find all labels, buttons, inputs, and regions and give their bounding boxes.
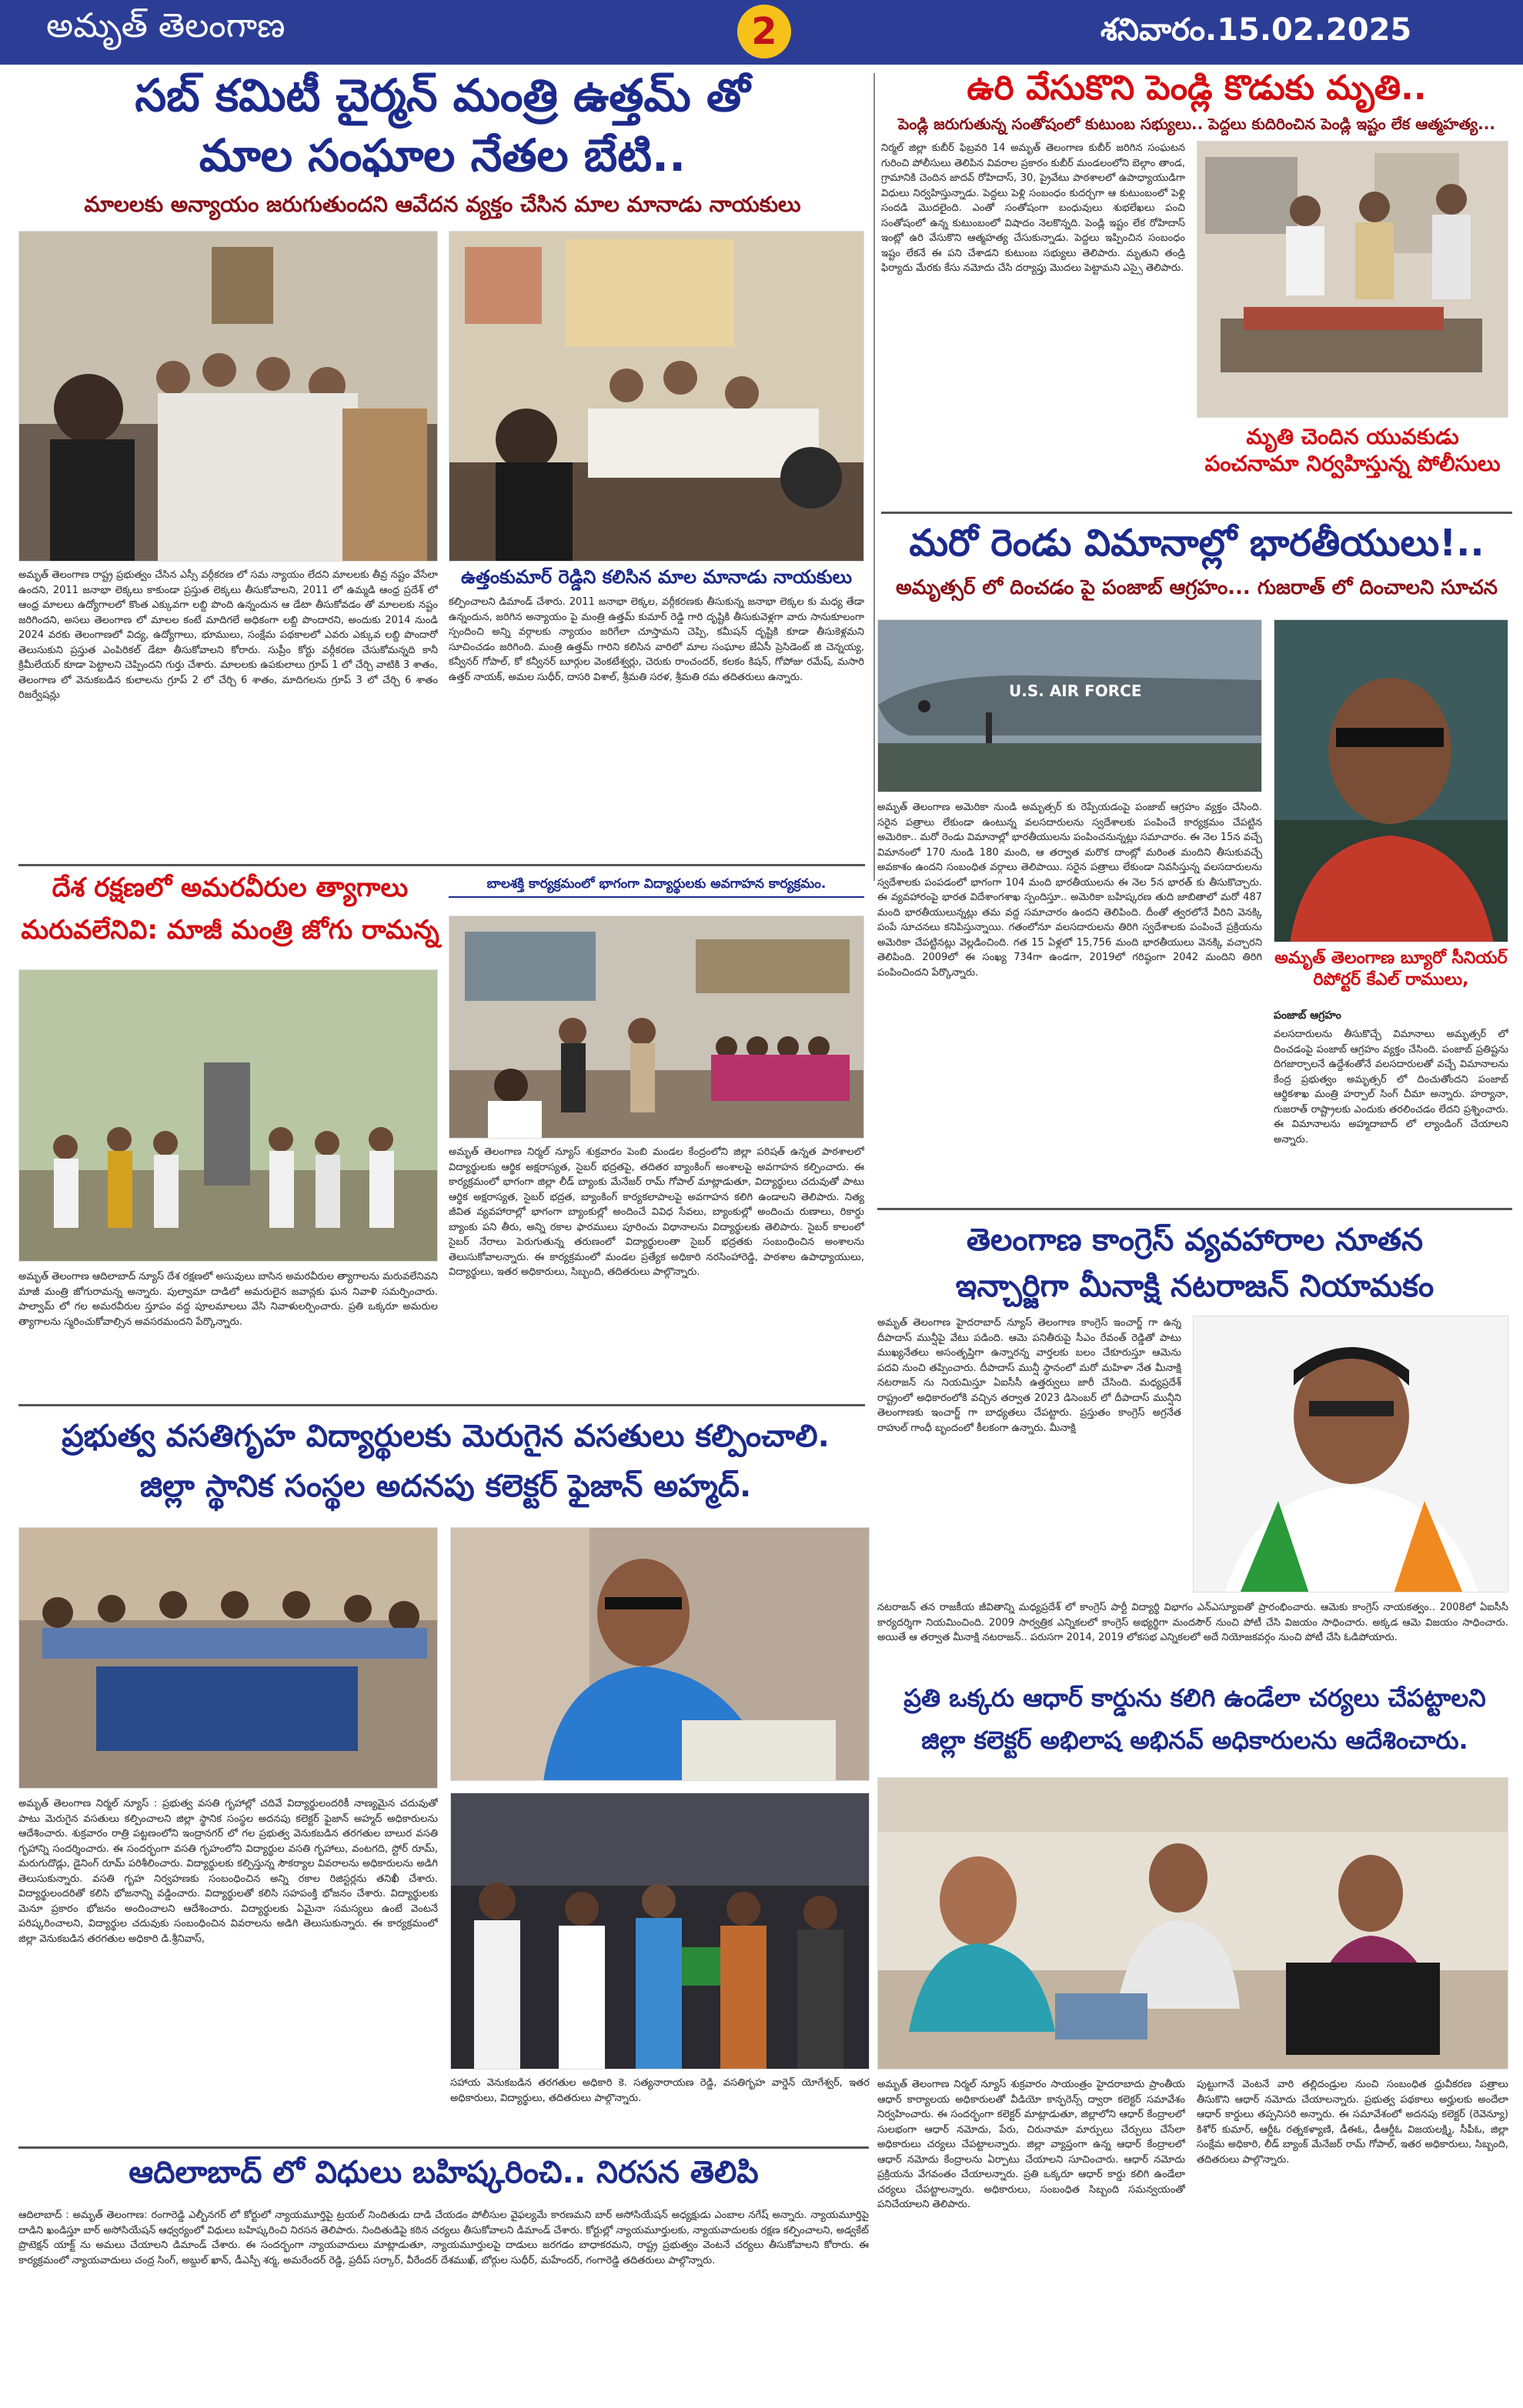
a3-body-left: అమృత్ తెలంగాణ అమెరికా నుండి అమృత్సర్ కు రెప్పేయడంపై పంజాబ్ ఆగ్రహం వ్యక్తం చేసింది. సరైన పత్రాలు లేకుండా ఉంటున్న వలసదారులను స్వదేశాలకు పంపించే కార్యక్రమం చేపట్టిన అమెరికా.. మరో రెండు విమానాల్లో భారతీయులను పంపించనున్నట్లు సమాచారం. ఈ నెల 15న వచ్చే విమానంలో 170 నుండి 180 మంది, ఆ తర్వాత మరొక దాంట్లో మరింత మందిని తీసుకువచ్చే అవకాశం ఉందని సంబంధిత వర్గాలు తెలిపాయి. సరైన పత్రాలు లేకుండా నివసిస్తున్న వలసదారులను స్వదేశాలకు పంపడంలో భాగంగా 104 మంది భారతీయులను ఈ నెల 5న భారత్ కు తీసుకొచ్చారు. ఈ వ్యవహారంపై భారత విదేశాంగశాఖ స్పందిస్తూ.. అమెరికా బహిష్కరణ తుది జాబితాలో మరో 487 మంది భారతీయులున్నట్లు తమ వద్ద సమాచారం ఉందని తెలిపింది. దీంతో త్వరలోనే వీరిని వెనక్కి పంపే సూచనలు కనిపిస్తున్నాయి. గతంలోనూ వలసదారులను తిరిగి స్వదేశాలకు పంపించే ప్రక్రియను అమెరికా చేపట్టినట్లు వెల్లడించింది. గత 15 ఏళ్లలో 15,756 మంది భారతీయులు వెనక్కి వచ్చారని తెలిపింది. 2009లో ఈ సంఖ్య 734గా ఉండగా, 2019లో గరిష్ఠంగా 2042 మందిని తిరిగి పంపించిందని పేర్కొన్నారు. <box>877 802 1262 979</box>
a6-photo-welcome <box>450 1793 870 2069</box>
a6-headline-2: జిల్లా స్థానిక సంస్థల అదనపు కలెక్టర్ ఫైజాన్ అహ్మద్. <box>139 1469 752 1504</box>
a4-headline-2: మరువలేనివి: మాజీ మంత్రి జోగు రామన్న <box>21 915 439 946</box>
a8-body-left: అమృత్ తెలంగాణ నిర్మల్ న్యూస్ శుక్రవారం సాయంత్రం హైదరాబాదు ప్రాంతీయ ఆధార్ కార్యాలయ అధికారులతో వీడియో కాన్ఫరెన్స్ ద్వారా కలెక్టర్ సమావేశం నిర్వహించారు. ఈ సందర్భంగా కలెక్టర్ మాట్లాడుతూ, జిల్లాలోని ఆధార్ కేంద్రాలలో సులభంగా ఆధార్ నమోదు, పేరు, చిరునామా మార్పులు చేర్పులు చేసేలా అధికారులు చర్యలు చేపట్టాలన్నారు. జిల్లా వ్యాప్తంగా ఉన్న ఆధార్ కేంద్రాలలో ఆధార్ నమోదు కేంద్రాలను ఏర్పాటు చేయాలని సూచించారు. ఆధార్ నమోదు ప్రక్రియను వేగవంతం చేయాలన్నారు. ప్రతి ఒక్కరూ ఆధార్ కార్డు కలిగి ఉండేలా చర్యలు చేపట్టాలన్నారు. అధికారులు, సంబంధిత సిబ్బంది సమన్వయంతో పనిచేయాలని తెలిపారు. <box>877 2079 1185 2210</box>
a3-reporter-photo <box>1274 619 1508 942</box>
a1-headline-2: మాల సంఘాల నేతల బేటి.. <box>199 129 686 182</box>
divider <box>18 2146 869 2149</box>
a1-photo-left <box>18 231 438 562</box>
a1-subheadline: మాలలకు అన్యాయం జరుగుతుందని ఆవేదన వ్యక్తం చేసిన మాల మానాడు నాయకులు <box>84 192 801 217</box>
a5-headline: బాలశక్తి కార్యక్రమంలో భాగంగా విద్యార్థులకు అవగాహన కార్యక్రమం. <box>449 877 864 898</box>
a7-body-bottom: నటరాజన్ తన రాజకీయ జీవితాన్ని మధ్యప్రదేశ్ లో కాంగ్రెస్ పార్టీ విద్యార్థి విభాగం ఎన్ఎస్యూఐతో ప్రారంభించారు. ఆమెకు కాంగ్రెస్ నాయకత్వం.. 2008లో ఏఐసీసీ కార్యదర్శిగా నియమించింది. 2009 సార్వత్రిక ఎన్నికలలో కాంగ్రెస్ అభ్యర్థిగా మందసౌర్ నుంచి పోటీ చేసి విజయం సాధించారు. అక్కడ ఆమె విజయం సాధించారు. అయితే ఆ తర్వాత మీనాక్షి నటరాజన్.. పరుసగా 2014, 2019 లోకసభ ఎన్నికలలో అదే నియోజకవర్గం నుంచి పోటీ చేసి ఓడిపోయారు. <box>877 1602 1508 1643</box>
a7-headline-1: తెలంగాణ కాంగ్రెస్ వ్యవహారాల నూతన <box>966 1222 1424 1258</box>
a1-photo-right <box>449 231 864 562</box>
a6-photo-collector <box>450 1527 870 1781</box>
a6-headline-1: ప్రభుత్వ వసతిగృహ విద్యార్థులకు మెరుగైన వసతులు కల్పించాలి. <box>62 1419 830 1454</box>
a3-dateline: పంజాబ్ ఆగ్రహం <box>1274 1009 1341 1022</box>
a4-headline-1: దేశ రక్షణలో అమరవీరుల త్యాగాలు <box>52 872 409 903</box>
masthead <box>0 0 1523 65</box>
a3-caption: అమృత్ తెలంగాణ బ్యూరో సీనియర్ రిపోర్టర్ కేఎల్ రాములు, <box>1274 949 1508 989</box>
a2-caption: మృతి చెందిన యువకుడు పంచనామా నిర్వహిస్తున్న పోలీసులు <box>1204 424 1501 476</box>
divider <box>877 1208 1512 1210</box>
a7-photo <box>1193 1316 1508 1593</box>
a5-body: అమృత్ తెలంగాణ నిర్మల్ న్యూస్ శుక్రవారం పెంబి మండల కేంద్రంలోని జిల్లా పరిషత్ ఉన్నత పాఠశాలలో విద్యార్థులకు ఆర్థిక అక్షరాస్యత, సైబర్ భద్రతపై, తదితర బ్యాంకింగ్ అంశాలపై అవగాహన కల్పించారు. ఈ కార్యక్రమంలో భాగంగా జిల్లా లీడ్ బ్యాంకు మేనేజర్ రామ్ గోపాల్ మాట్లాడుతూ, విద్యార్థులు చదువుతో పాటు ఆర్థిక అక్షరాస్యత, సైబర్ భద్రత, బ్యాంకింగ్ కార్యకలాపాలపై అవగాహన కలిగి ఉండాలని తెలిపారు. నిత్య జీవిత వ్యవహారాల్లో భాగంగా బ్యాంకుల్లో అందించే వివిధ సేవలు, బ్యాంకుల్లో అందించు రుణాలు, రికార్డు బ్యాంకు పని తీరు, అన్ని రకాల ఫారములు పూరించు విధానాలను విద్యార్థులకు తెలిపారు. సైబర్ కాలంలో సైబర్ నేరాలు పెరుగుతున్న తరుణంలో విద్యార్థులంతా సైబర్ భద్రతకు సంబంధించిన అంశాలను తెలుసుకోవాలన్నారు. ఈ కార్యక్రమంలో మండల ప్రత్యేక అధికారి నరసింహారెడ్డి, పాఠశాల ఉపాధ్యాయులు, విద్యార్థులు, ఇతర అధికారులు, సిబ్బంది, తదితరులు పాల్గొన్నారు. <box>449 1146 864 1278</box>
a8-photo <box>877 1777 1508 2069</box>
a6-body-left: అమృత్ తెలంగాణ నిర్మల్ న్యూస్ : ప్రభుత్వ వసతి గృహాల్లో చదివే విద్యార్థులందరికీ నాణ్యమైన చదువుతో పాటు మెరుగైన వసతులు కల్పించాలని జిల్లా స్థానిక సంస్థల అదనపు కలెక్టర్ ఫైజాన్ అహ్మద్ అధికారులను ఆదేశించారు. శుక్రవారం రాత్రి పట్టణంలోని ఇంద్రానగర్ లో గల ప్రభుత్వ వెనుకబడిన తరగతుల బాలుర వసతి గృహాన్ని సందర్శించారు. ఈ సందర్భంగా వసతి గృహంలోని విద్యార్థుల వసతి గృహాలు, వంటగది, స్టోర్ రూమ్, మరుగుదొడ్లు, డైనింగ్ రూమ్ పరిశీలించారు. విద్యార్థులకు కల్పిస్తున్న సౌకర్యాల వివరాలను అధికారులను అడిగి తెలుసుకున్నారు. వసతి గృహ నిర్వహణకు సంబంధించిన అన్ని రకాల రిజిస్టర్లను తనిఖీ చేశారు. విద్యార్థులందరితో కలిసి భోజనాన్ని వడ్డించారు. విద్యార్థులతో కలిసి సహపంక్తి భోజనం చేశారు. విద్యార్థులకు మెనూ ప్రకారం భోజనం అందించాలని ఆదేశించారు. విద్యార్థులకు ఏమైనా సమస్యలు ఉంటే వెంటనే పరిష్కరించాలని, విద్యార్థుల చదువుకు సంబంధించిన వివరాలను అడిగి తెలుసుకున్నారు. ఈ కార్యక్రమంలో జిల్లా వెనుకబడిన తరగతుల అధికారి డి.శ్రీనివాస్, <box>18 1798 438 1945</box>
newspaper-name: అమృత్ తెలంగాణ <box>46 6 286 45</box>
a9-body: ఆదిలాబాద్ : అమృత్ తెలంగాణ: రంగారెడ్డి ఎల్బీనగర్ లో కోర్టులో న్యాయమూర్తిపై ట్రయల్ నిందితుడు దాడి చేయడం పోలీసుల వైఫల్యమే కారణమని బార్ అసోసియేషన్ అధ్యక్షుడు ఎంబాల నగేష్ అన్నారు. న్యాయమూర్తిపై దాడిని ఖండిస్తూ బార్ అసోసియేషన్ ఆధ్వర్యంలో విధులు బహిష్కరించి నిరసన తెలిపారు. నిందితుడిపై కఠిన చర్యలు తీసుకోవాలని డిమాండ్ చేశారు. కోర్టుల్లో న్యాయమూర్తులకు, న్యాయవాదులకు రక్షణ కల్పించాలని, అడ్వకేట్ ప్రొటెక్షన్ యాక్ట్ ను అమలు చేయాలని డిమాండ్ చేశారు. ఈ సందర్భంగా న్యాయవాదులు మాట్లాడుతూ, న్యాయమూర్తులపై దాడులు జరగడం బాధాకరమని, రాష్ట్ర ప్రభుత్వం వెంటనే చర్యలు తీసుకోవాలని కోరారు. ఈ కార్యక్రమంలో న్యాయవాదులు చంద్ర సింగ్, అబ్దుల్ ఖాన్, డీఎస్పీ శర్మ, అమరేందర్ రెడ్డి, ప్రదీప్ సర్కార్, వీరేందర్ దేశముఖ్, బోర్గుల సుధీర్, మహేందర్, గంగారెడ్డి తదితరులు పాల్గొన్నారు. <box>18 2210 869 2266</box>
a8-headline-2: జిల్లా కలెక్టర్ అభిలాష అభినవ్ అధికారులను ఆదేశించారు. <box>921 1726 1468 1755</box>
a1-caption: ఉత్తంకుమార్ రెడ్డిని కలిసిన మాల మానాడు నాయకులు <box>461 566 852 588</box>
a7-body-top: అమృత్ తెలంగాణ హైదరాబాద్ న్యూస్ తెలంగాణ కాంగ్రెస్ ఇంచార్జ్ గా ఉన్న దీపాదాస్ మున్షీపై వేటు పడింది. ఆమె పనితీరుపై సీఎం రేవంత్ రెడ్డితో పాటు ముఖ్యనేతలు అసంతృప్తిగా ఉన్నారన్న వార్తలకు బలం చేకూరుస్తూ ఆమెను పదవి నుంచి తప్పించారు. దీపాదాస్ మున్షీ స్థానంలో మరో మహిళా నేత మీనాక్షి నటరాజన్ ను నియమిస్తూ ఏఐసీసీ ఉత్తర్వులు జారీ చేసింది. మధ్యప్రదేశ్ రాష్ట్రంలో అధికారంలోకి వచ్చిన తర్వాత 2023 డిసెంబర్ లో దీపాదాస్ మున్షీని తెలంగాణకు ఇంచార్జ్ గా బాధ్యతలు చేపట్టారు. ప్రస్తుతం కాంగ్రెస్ అగ్రనేత రాహుల్ గాంధీ బృందంలో కీలకంగా ఉన్నారు. మీనాక్షి <box>877 1317 1181 1434</box>
a6-photo-dining <box>18 1527 438 1789</box>
a2-body: నిర్మల్ జిల్లా కుబీర్ ఫిబ్రవరి 14 అమృత్ తెలంగాణ కుబీర్ జరిగిన సంఘటన గురించి పోలీసులు తెలిపిన వివరాల ప్రకారం కుబీర్ మండలంలోని బెల్గాం తాండ, గ్రామానికి చెందిన జాదవ్ రోహిదాస్, 30, ప్రైవేటు పాఠశాలలో ఉపాధ్యాయుడిగా విధులు నిర్వహిస్తున్నాడు. పెద్దలు పెళ్లి సంబంధం కుదర్చగా ఆ కుటుంబంలో పెళ్లి సందడి మొదలైంది. ఎంతో సంతోషంగా బంధువులు శుభలేఖలు పంచి సంతోషంలో ఉన్న కుటుంబంలో విషాదం నెలకొన్నది. పెండ్లి ఇష్టం లేక రోహిదాస్ ఇంట్లో ఉరి వేసుకొని ఆత్మహత్య చేసుకున్నాడు. పెద్దలు ఇప్పించిన సంబంధం ఇష్టం లేకనే ఈ పని చేశాడని కుటుంబ సభ్యులు తెలిపారు. మృతుని తండ్రి ఫిర్యాదు మేరకు కేసు నమోదు చేసి దర్యాప్తు మొదలు పెట్టామని ఎస్సై తెలిపారు. <box>881 142 1185 274</box>
a9-headline: ఆదిలాబాద్ లో విధులు బహిష్కరించి.. నిరసన తెలిపి <box>129 2155 759 2190</box>
page-number: 2 <box>737 5 791 58</box>
a1-headline-1: సబ్ కమిటీ చైర్మన్ మంత్రి ఉత్తమ్ తో <box>135 69 750 122</box>
a3-plane-text: U.S. AIR FORCE <box>1009 682 1142 700</box>
issue-date: శనివారం.15.02.2025 <box>1101 12 1412 48</box>
a2-headline: ఉరి వేసుకొని పెండ్లి కొడుకు మృతి.. <box>967 68 1427 108</box>
a3-body-right: వలసదారులను తీసుకొచ్చే విమానాలు అమృత్సర్ లో దించడంపై పంజాబ్ ఆగ్రహం వ్యక్తం చేసింది. పంజాబ్ ప్రతిష్టను దిగజార్చాలనే ఉద్దేశంతోనే వలసదారులతో వచ్చే విమానాలను కేంద్ర ప్రభుత్వం అమృత్సర్ లో దించుతోందని పంజాబ్ ఆర్థికశాఖ మంత్రి హర్పాల్ సింగ్ చీమా అన్నారు. హర్యానా, గుజరాత్ రాష్ట్రాలకు ఎందుకు తరలించడం లేదని ప్రశ్నించారు. ఈ విమానాలను అహ్మదాబాద్ లో ల్యాండింగ్ చేయాలని అన్నారు. <box>1274 1029 1508 1146</box>
a2-subheadline: పెండ్లి జరుగుతున్న సంతోషంలో కుటుంబ సభ్యులు.. పెద్దలు కుదిరించిన పెండ్లి ఇష్టం లేక ఆత్మహత్య... <box>898 115 1495 133</box>
a1-body-left: అమృత్ తెలంగాణ రాష్ట్ర ప్రభుత్వం చేసిన ఎస్సీ వర్గీకరణ లో సమ న్యాయం లేదని మాలలకు తీవ్ర నష్టం వేసేలా ఉందని, 2011 జనాభా లెక్కలు కాకుండా ప్రస్తుత లెక్కలు తీసుకోవాలని, 2011 లో ఉమ్మడి ఆంధ్ర ప్రదేశ్ లో ఆంధ్ర మాలలు ఉద్యోగాలలో కొంత ఎక్కువగా లబ్ది పొంది ఉన్నందున ఆ డేటా తీసుకోవడం తో మాలలకు నష్టం జరిగిందని, అసలు తెలంగాణ లో మాలల కంటే మాదిగలే అధికంగా లబ్ది పొందారని, అందుకు 2014 నుండి 2024 వరకు తెలంగాణలో విద్య, ఉద్యోగాలు, భూములు, సంక్షేమ పథకాలలో ఎవరు ఎక్కువ లబ్ది పొందారో తెలుసుకుని ప్రస్తుత ఎంపిరికల్ డేటా తీసుకోవాలని కోరారు. సుప్రీం కోర్టు వర్గీకరణ చేసుకోమన్నది కానీ క్రిమీలేయర్ కూడా పెట్టాలని చెప్పిందని గుర్తు చేశారు. మాలలకు ఉపకులాలు గ్రూప్ 1 లో చేర్చి వాటికి 3 శాతం, తెలంగాణ లో వెనుకబడిన కులాలను గ్రూప్ 2 లో చేర్చి 6 శాతం, మాదిగలను గ్రూప్ 3 లో చేర్చి 6 శాతం రిజర్వేషన్లు <box>18 569 438 701</box>
a6-body-right: సహాయ వెనుకబడిన తరగతుల అధికారి కె. సత్యనారాయణ రెడ్డి, వసతిగృహ వార్డెన్ యోగేశ్వర్, ఇతర అధికారులు, విద్యార్థులు, తదితరులు పాల్గొన్నారు. <box>450 2077 870 2104</box>
divider <box>18 864 865 866</box>
a8-headline-1: ప్రతి ఒక్కరు ఆధార్ కార్డును కలిగి ఉండేలా చర్యలు చేపట్టాలని <box>903 1683 1486 1713</box>
a7-headline-2: ఇన్చార్జిగా మీనాక్షి నటరాజన్ నియామకం <box>955 1269 1434 1304</box>
a1-body-right: కల్పించాలని డిమాండ్ చేశారు. 2011 జనాభా లెక్కల, వర్గీకరణకు తీసుకున్న జనాభా లెక్కల కు మధ్య తేడా ఉన్నందున, జరిగిన అన్యాయం పై మంత్రి ఉత్తమ్ కుమార్ రెడ్డి గారి దృష్టికి తీసుకువెళ్లగా వారు సానుకూలంగా స్పందించి అన్ని వర్గాలకు న్యాయం జరిగేలా చూస్తామని చెప్పి, కమీషన్ దృష్టికి కూడా తీసుకెళ్లమని సూచించడం జరిగింది. మంత్రి ఉత్తమ్ గారిని కలిసిన వారిలో మాల సంఘాల జేఏసీ ప్రెసిడెంట్ జి చెన్నయ్య, కన్వీనర్ గోపాల్, కో కన్వీనర్ బూర్గుల వెంకటేశ్వర్లు, చెరుకు రాంచందర్, కలకం కిషన్, గోపోజు రమేష్, మసారి ఉత్తర్ నాయక్, అమల సుధీర్, దాసరి విశాల్, శ్రీమతి సరళ, శ్రీమతి రమ తదితరులు ఉన్నారు. <box>449 596 864 683</box>
a3-subheadline: అమృత్సర్ లో దించడం పై పంజాబ్ ఆగ్రహం... గుజరాత్ లో దించాలని సూచన <box>895 576 1498 599</box>
a4-photo <box>18 969 438 1262</box>
a4-body: అమృత్ తెలంగాణ ఆదిలాబాద్ న్యూస్ దేశ రక్షణలో అసువులు బాసిన అమరవీరుల త్యాగాలను మరువలేనివని మాజీ మంత్రి జోగురామన్న అన్నారు. పుల్వామా దాడిలో అమరులైన జవాన్లకు ఘన నివాళి సమర్పించారు. పాల్వామ్ లో గల అమరవీరుల స్తూపం వద్ద పూలమాలలు వేసి నివాళులర్పించారు. ప్రతి ఒక్కరూ అమరుల త్యాగాలను స్మరించుకోవాల్సిన అవసరమందని పేర్కొన్నారు. <box>18 1271 438 1328</box>
a2-photo <box>1197 141 1508 418</box>
a5-photo <box>449 916 864 1139</box>
a3-headline: మరో రెండు విమానాల్లో భారతీయులు!.. <box>909 522 1485 565</box>
divider <box>881 512 1512 514</box>
column-divider <box>873 73 875 881</box>
a3-plane-photo <box>877 619 1262 792</box>
divider <box>18 1404 865 1406</box>
a8-body-right: పుట్టుగానే వెంటనే వారి తల్లిదండ్రుల నుంచి సంబంధిత ధ్రువీకరణ పత్రాలు తీసుకొని ఆధార్ నమోదు చేయాలన్నారు. ప్రభుత్వ పథకాలు అర్హులకు అందేలా ఆధార్ కార్డులు తప్పనిసరి అన్నారు. ఈ సమావేశంలో అదనపు కలెక్టర్ (రెవెన్యూ) కిశోర్ కుమార్, ఆర్డీఓ రత్నకళ్యాణి, డీఈఓ, డీఆర్డీఓ విజయలక్ష్మి, సీపీఓ, జిల్లా సంక్షేమ అధికారి, లీడ్ బ్యాంక్ మేనేజర్ రామ్ గోపాల్, ఇతర అధికారులు, సిబ్బంది, తదితరులు పాల్గొన్నారు. <box>1197 2079 1508 2166</box>
